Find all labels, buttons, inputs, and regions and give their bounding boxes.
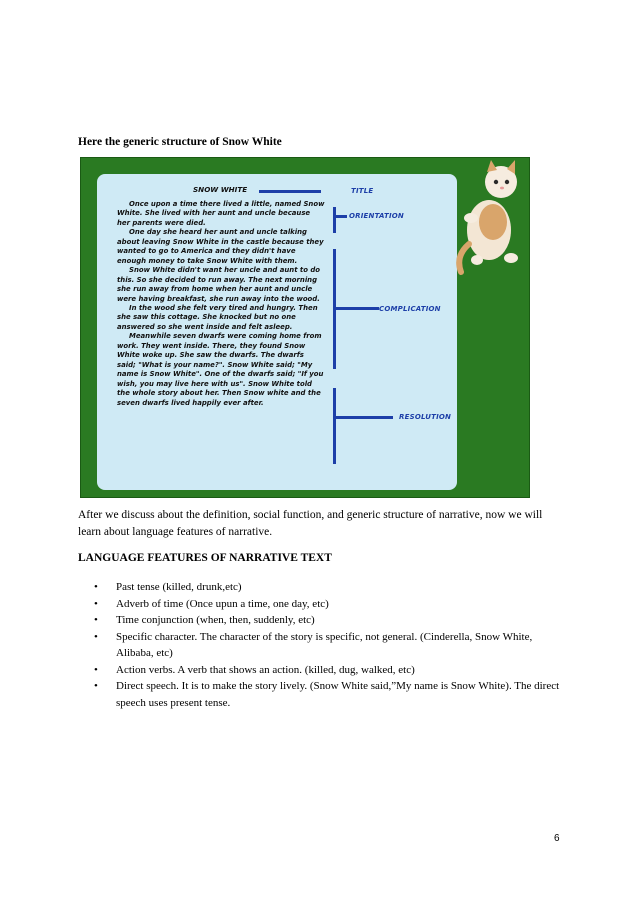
story-paragraph-complication-3: In the wood she felt very tired and hungry. Then she saw this cottage. She knocked but no one answered so she went inside and felt asleep.: [117, 303, 318, 331]
list-item-text: Action verbs. A verb that shows an action. (killed, dug, walked, etc): [116, 663, 415, 676]
story-paragraph-complication-2: Snow White didn't want her uncle and aunt to do this. So she decided to run away. The next morning she run away from home when her aunt and uncle were having breakfast, she run away into the wood.: [117, 266, 320, 303]
bullet-icon: •: [94, 597, 98, 610]
list-item: [92, 612, 562, 629]
story-text: [117, 200, 325, 408]
language-features-list: [92, 579, 562, 711]
bullet-icon: •: [94, 680, 98, 692]
list-item: [92, 662, 562, 679]
story-panel: [97, 174, 457, 490]
bullet-icon: •: [94, 614, 98, 626]
bullet-icon: •: [94, 663, 98, 676]
list-item: [92, 629, 562, 662]
page-number: 6: [554, 833, 560, 844]
complication-connector: [333, 307, 379, 310]
list-item-text: Specific character. The character of the story is specific, not general. (Cinderella, Snow White, Alibaba, etc): [116, 630, 533, 659]
list-item: [92, 596, 562, 613]
label-resolution: RESOLUTION: [399, 413, 452, 421]
kitten-illustration: [449, 160, 527, 278]
story-title: SNOW WHITE: [193, 185, 248, 194]
intro-paragraph: After we discuss about the definition, social function, and generic structure of narrative, now we will learn about language features of narrative.: [78, 509, 543, 538]
resolution-connector: [333, 416, 393, 419]
language-features-heading: LANGUAGE FEATURES OF NARRATIVE TEXT: [78, 552, 332, 564]
story-paragraph-resolution: Meanwhile seven dwarfs were coming home from work. They went inside. There, they found Snow White woke up. She saw the dwarfs. The dwarfs said; "What is your name?". Snow White said; "My name is Snow White". One of the dwarfs said; "If you wish, you may live here with us". Snow White told the whole story about her. Then Snow white and the seven dwarfs lived happily ever after.: [117, 332, 324, 407]
title-connector: [259, 190, 321, 193]
list-item-text: Adverb of time (Once upun a time, one day, etc): [116, 597, 329, 610]
orientation-connector: [333, 215, 347, 218]
label-complication: COMPLICATION: [379, 305, 441, 313]
generic-structure-figure: [80, 157, 530, 498]
list-item: [92, 678, 562, 711]
story-paragraph-complication-1: One day she heard her aunt and uncle talking about leaving Snow White in the castle because they wanted to go to America and they didn't have enough money to take Snow White with them.: [117, 228, 324, 265]
list-item: [92, 579, 562, 596]
resolution-bracket: [333, 388, 336, 464]
bullet-icon: •: [94, 630, 98, 643]
story-paragraph-orientation: Once upon a time there lived a little, named Snow White. She lived with her aunt and uncle because her parents were died.: [117, 200, 325, 227]
list-item-text: Past tense (killed, drunk,etc): [116, 581, 242, 593]
list-item-text: Time conjunction (when, then, suddenly, etc): [116, 614, 315, 626]
bullet-icon: •: [94, 581, 98, 593]
section-heading: Here the generic structure of Snow White: [78, 136, 282, 148]
label-orientation: ORIENTATION: [349, 212, 404, 220]
list-item-text: Direct speech. It is to make the story lively. (Snow White said,”My name is Snow White). The direct speech uses present tense.: [116, 680, 560, 709]
label-title: TITLE: [351, 187, 374, 195]
orientation-bracket: [333, 207, 336, 233]
